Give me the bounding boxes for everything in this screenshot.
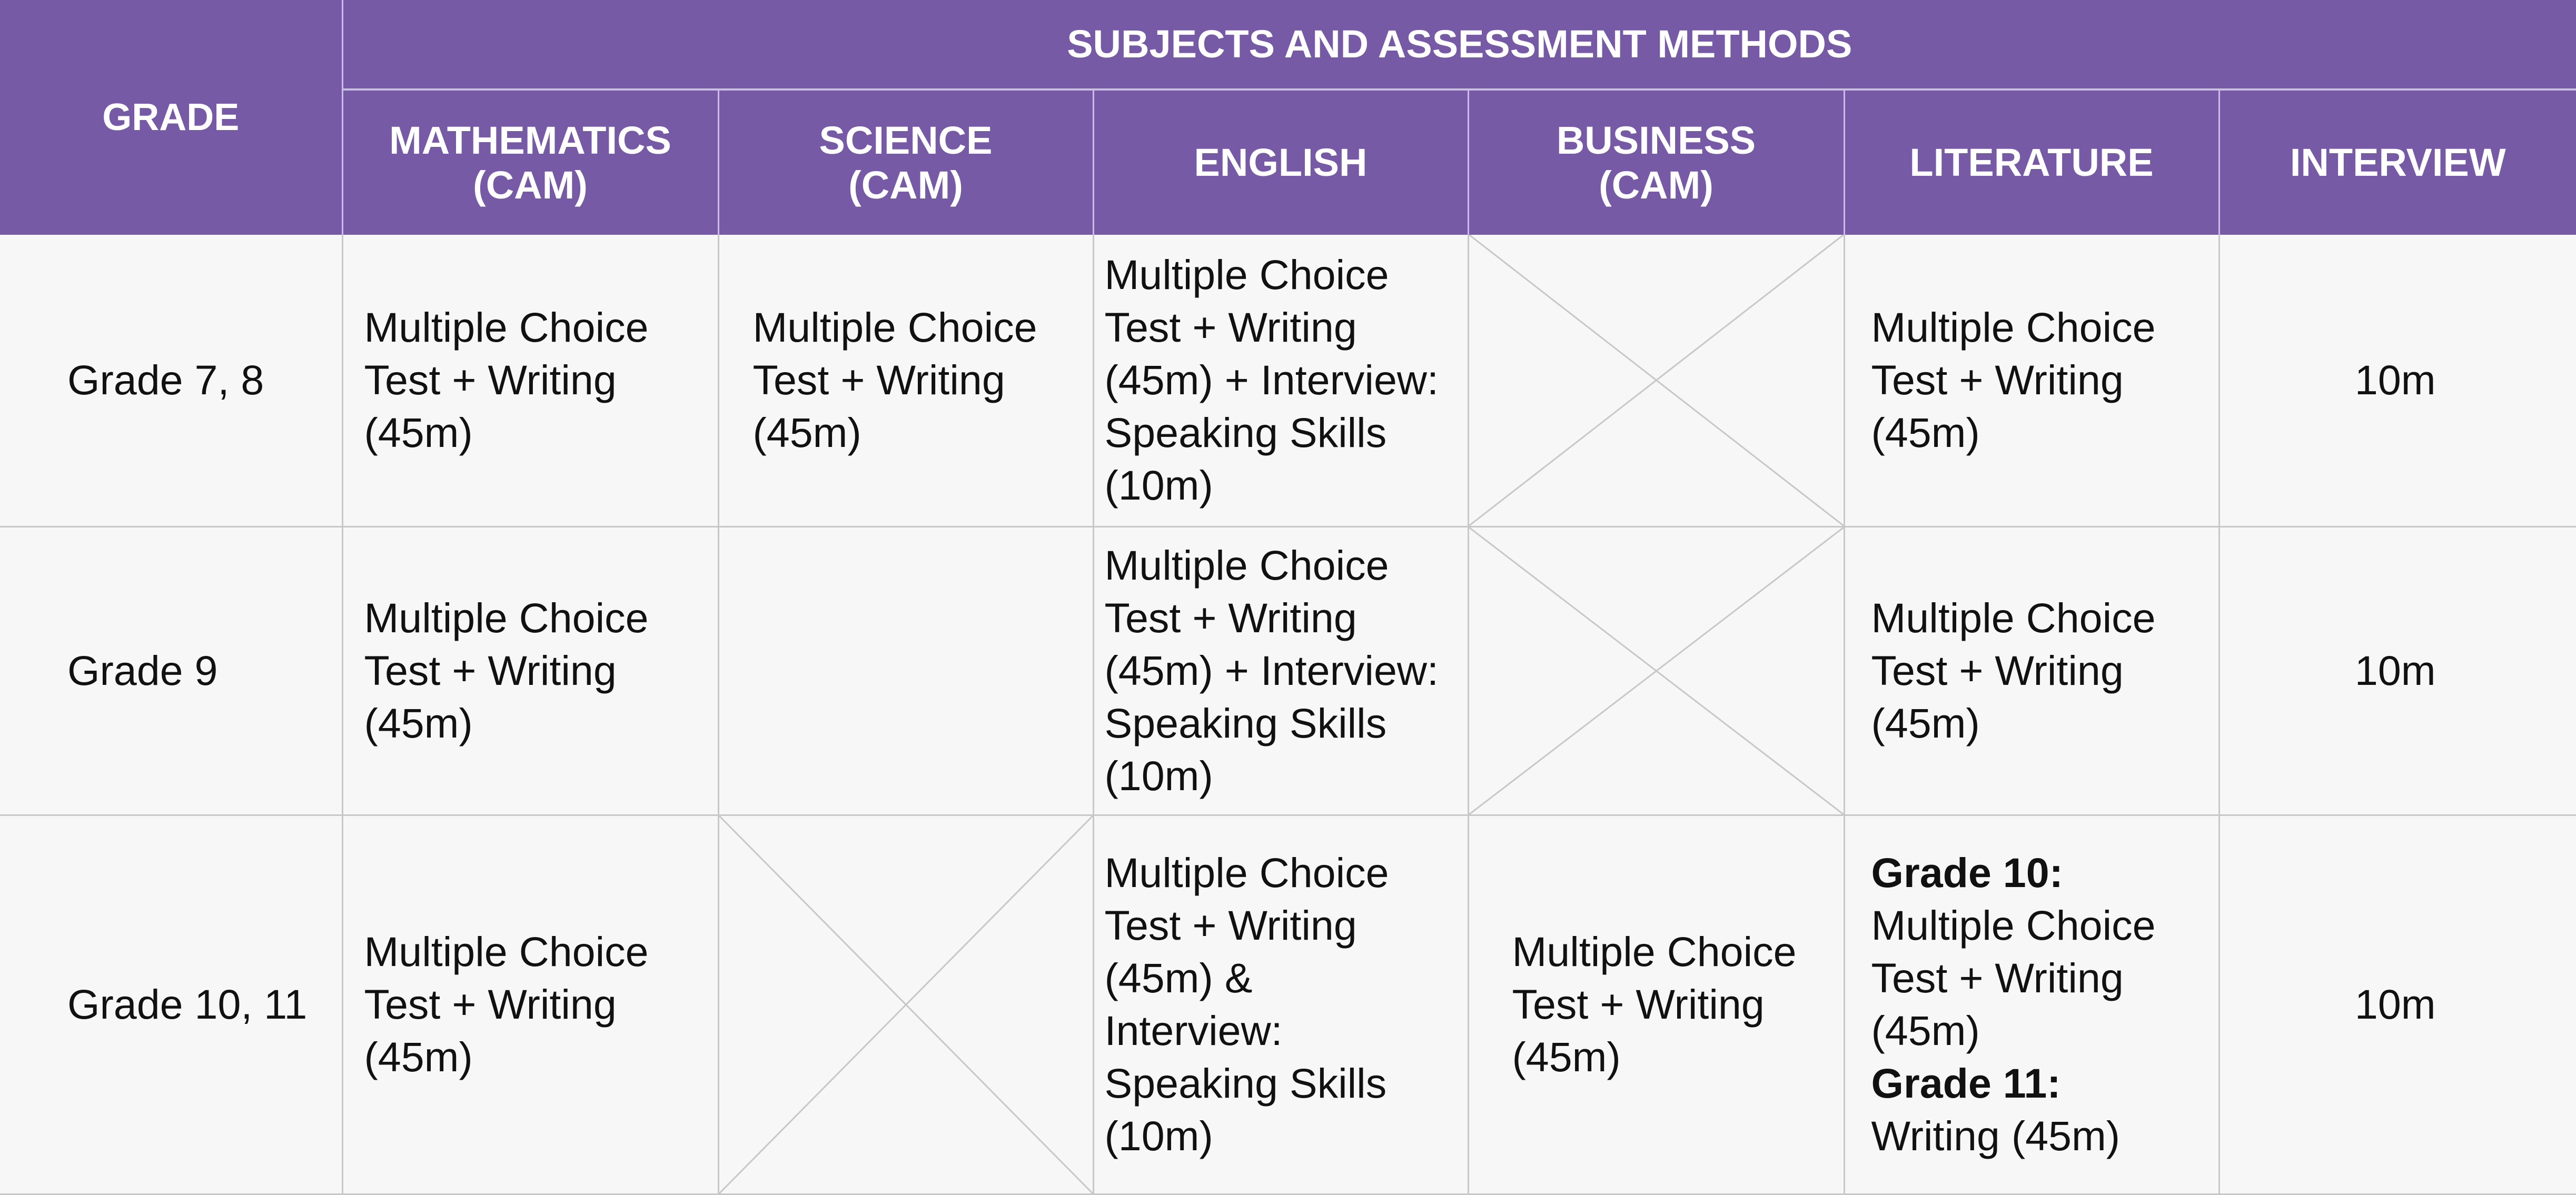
interview-cell: 10m <box>2219 815 2576 1194</box>
cross-mark-icon <box>1469 235 1844 526</box>
cell-line: Test + Writing <box>753 354 1087 406</box>
header-business <box>1468 89 1844 235</box>
header-english <box>1093 89 1468 235</box>
grade-label: Grade 9 <box>0 526 342 815</box>
header-mathematics <box>342 89 718 235</box>
cell-line: Test + Writing <box>364 644 712 697</box>
header-business-method: (CAM) <box>1469 163 1844 207</box>
cross-mark-icon <box>1469 527 1844 814</box>
cell-line: (45m) <box>364 1031 712 1083</box>
header-literature <box>1844 89 2219 235</box>
cell-line: Test + Writing <box>364 354 712 406</box>
mathematics-cell <box>342 235 718 526</box>
header-mathematics-method: (CAM) <box>343 163 718 207</box>
cell-line: Multiple Choice <box>1871 301 2213 354</box>
table-row <box>0 526 2576 815</box>
cell-line: Test + Writing <box>1871 644 2213 697</box>
cell-line: Writing (45m) <box>1871 1110 2213 1162</box>
cell-line: Test + Writing <box>1105 592 1462 644</box>
mathematics-cell <box>342 815 718 1194</box>
cell-line: (10m) <box>1105 1110 1462 1162</box>
cell-line: (45m) <box>1871 697 2213 750</box>
cell-line: Multiple Choice <box>1105 539 1462 592</box>
science-empty-cell <box>718 526 1093 815</box>
cross-mark-icon <box>719 816 1093 1193</box>
mathematics-cell <box>342 526 718 815</box>
cell-line: Speaking Skills <box>1105 697 1462 750</box>
subjects-banner-header: SUBJECTS AND ASSESSMENT METHODS <box>342 0 2576 89</box>
header-mathematics-name: MATHEMATICS <box>343 118 718 163</box>
cell-line: (45m) <box>1512 1031 1838 1083</box>
cell-line: (45m) + Interview: <box>1105 644 1462 697</box>
table-row <box>0 235 2576 526</box>
business-not-applicable-cell <box>1468 526 1844 815</box>
cell-line: (45m) + Interview: <box>1105 354 1462 406</box>
header-english-name: ENGLISH <box>1094 140 1468 185</box>
cell-line: (45m) <box>364 697 712 750</box>
english-cell <box>1093 815 1468 1194</box>
cell-line: Speaking Skills <box>1105 1057 1462 1110</box>
business-cell <box>1468 815 1844 1194</box>
grade-10-label: Grade 10: <box>1871 847 2213 899</box>
cell-line: (45m) <box>1871 406 2213 459</box>
cell-line: Multiple Choice <box>1105 248 1462 301</box>
cell-line: Speaking Skills <box>1105 406 1462 459</box>
cell-line: Interview: <box>1105 1004 1462 1057</box>
cell-line: Test + Writing <box>1105 301 1462 354</box>
cell-line: (10m) <box>1105 750 1462 802</box>
cell-line: Multiple Choice <box>1871 592 2213 644</box>
grade-label: Grade 7, 8 <box>0 235 342 526</box>
science-cell <box>718 235 1093 526</box>
cell-line: Multiple Choice <box>364 301 712 354</box>
cell-line: Multiple Choice <box>1871 899 2213 952</box>
header-science <box>718 89 1093 235</box>
cell-line: (45m) <box>753 406 1087 459</box>
cell-line: Test + Writing <box>364 978 712 1031</box>
cell-line: (10m) <box>1105 459 1462 512</box>
cell-line: Multiple Choice <box>1105 847 1462 899</box>
grade-11-label: Grade 11: <box>1871 1057 2213 1110</box>
literature-cell <box>1844 526 2219 815</box>
cell-line: Multiple Choice <box>1512 925 1838 978</box>
cell-line: Test + Writing <box>1512 978 1838 1031</box>
interview-cell: 10m <box>2219 526 2576 815</box>
grade-column-header: GRADE <box>0 0 342 235</box>
cell-line: (45m) & <box>1105 952 1462 1004</box>
cell-line: Multiple Choice <box>364 592 712 644</box>
header-science-method: (CAM) <box>719 163 1093 207</box>
cell-line: (45m) <box>1871 1004 2213 1057</box>
literature-cell <box>1844 815 2219 1194</box>
cell-line: Test + Writing <box>1105 899 1462 952</box>
literature-cell <box>1844 235 2219 526</box>
header-literature-name: LITERATURE <box>1845 140 2218 185</box>
grade-label: Grade 10, 11 <box>0 815 342 1194</box>
cell-line: Multiple Choice <box>364 925 712 978</box>
cell-line: Test + Writing <box>1871 952 2213 1004</box>
science-not-applicable-cell <box>718 815 1093 1194</box>
table-row <box>0 815 2576 1194</box>
header-interview <box>2219 89 2576 235</box>
header-science-name: SCIENCE <box>719 118 1093 163</box>
interview-cell: 10m <box>2219 235 2576 526</box>
cell-line: (45m) <box>364 406 712 459</box>
cell-line: Test + Writing <box>1871 354 2213 406</box>
english-cell <box>1093 526 1468 815</box>
english-cell <box>1093 235 1468 526</box>
header-interview-name: INTERVIEW <box>2220 140 2576 185</box>
business-not-applicable-cell <box>1468 235 1844 526</box>
cell-line: Multiple Choice <box>753 301 1087 354</box>
header-business-name: BUSINESS <box>1469 118 1844 163</box>
